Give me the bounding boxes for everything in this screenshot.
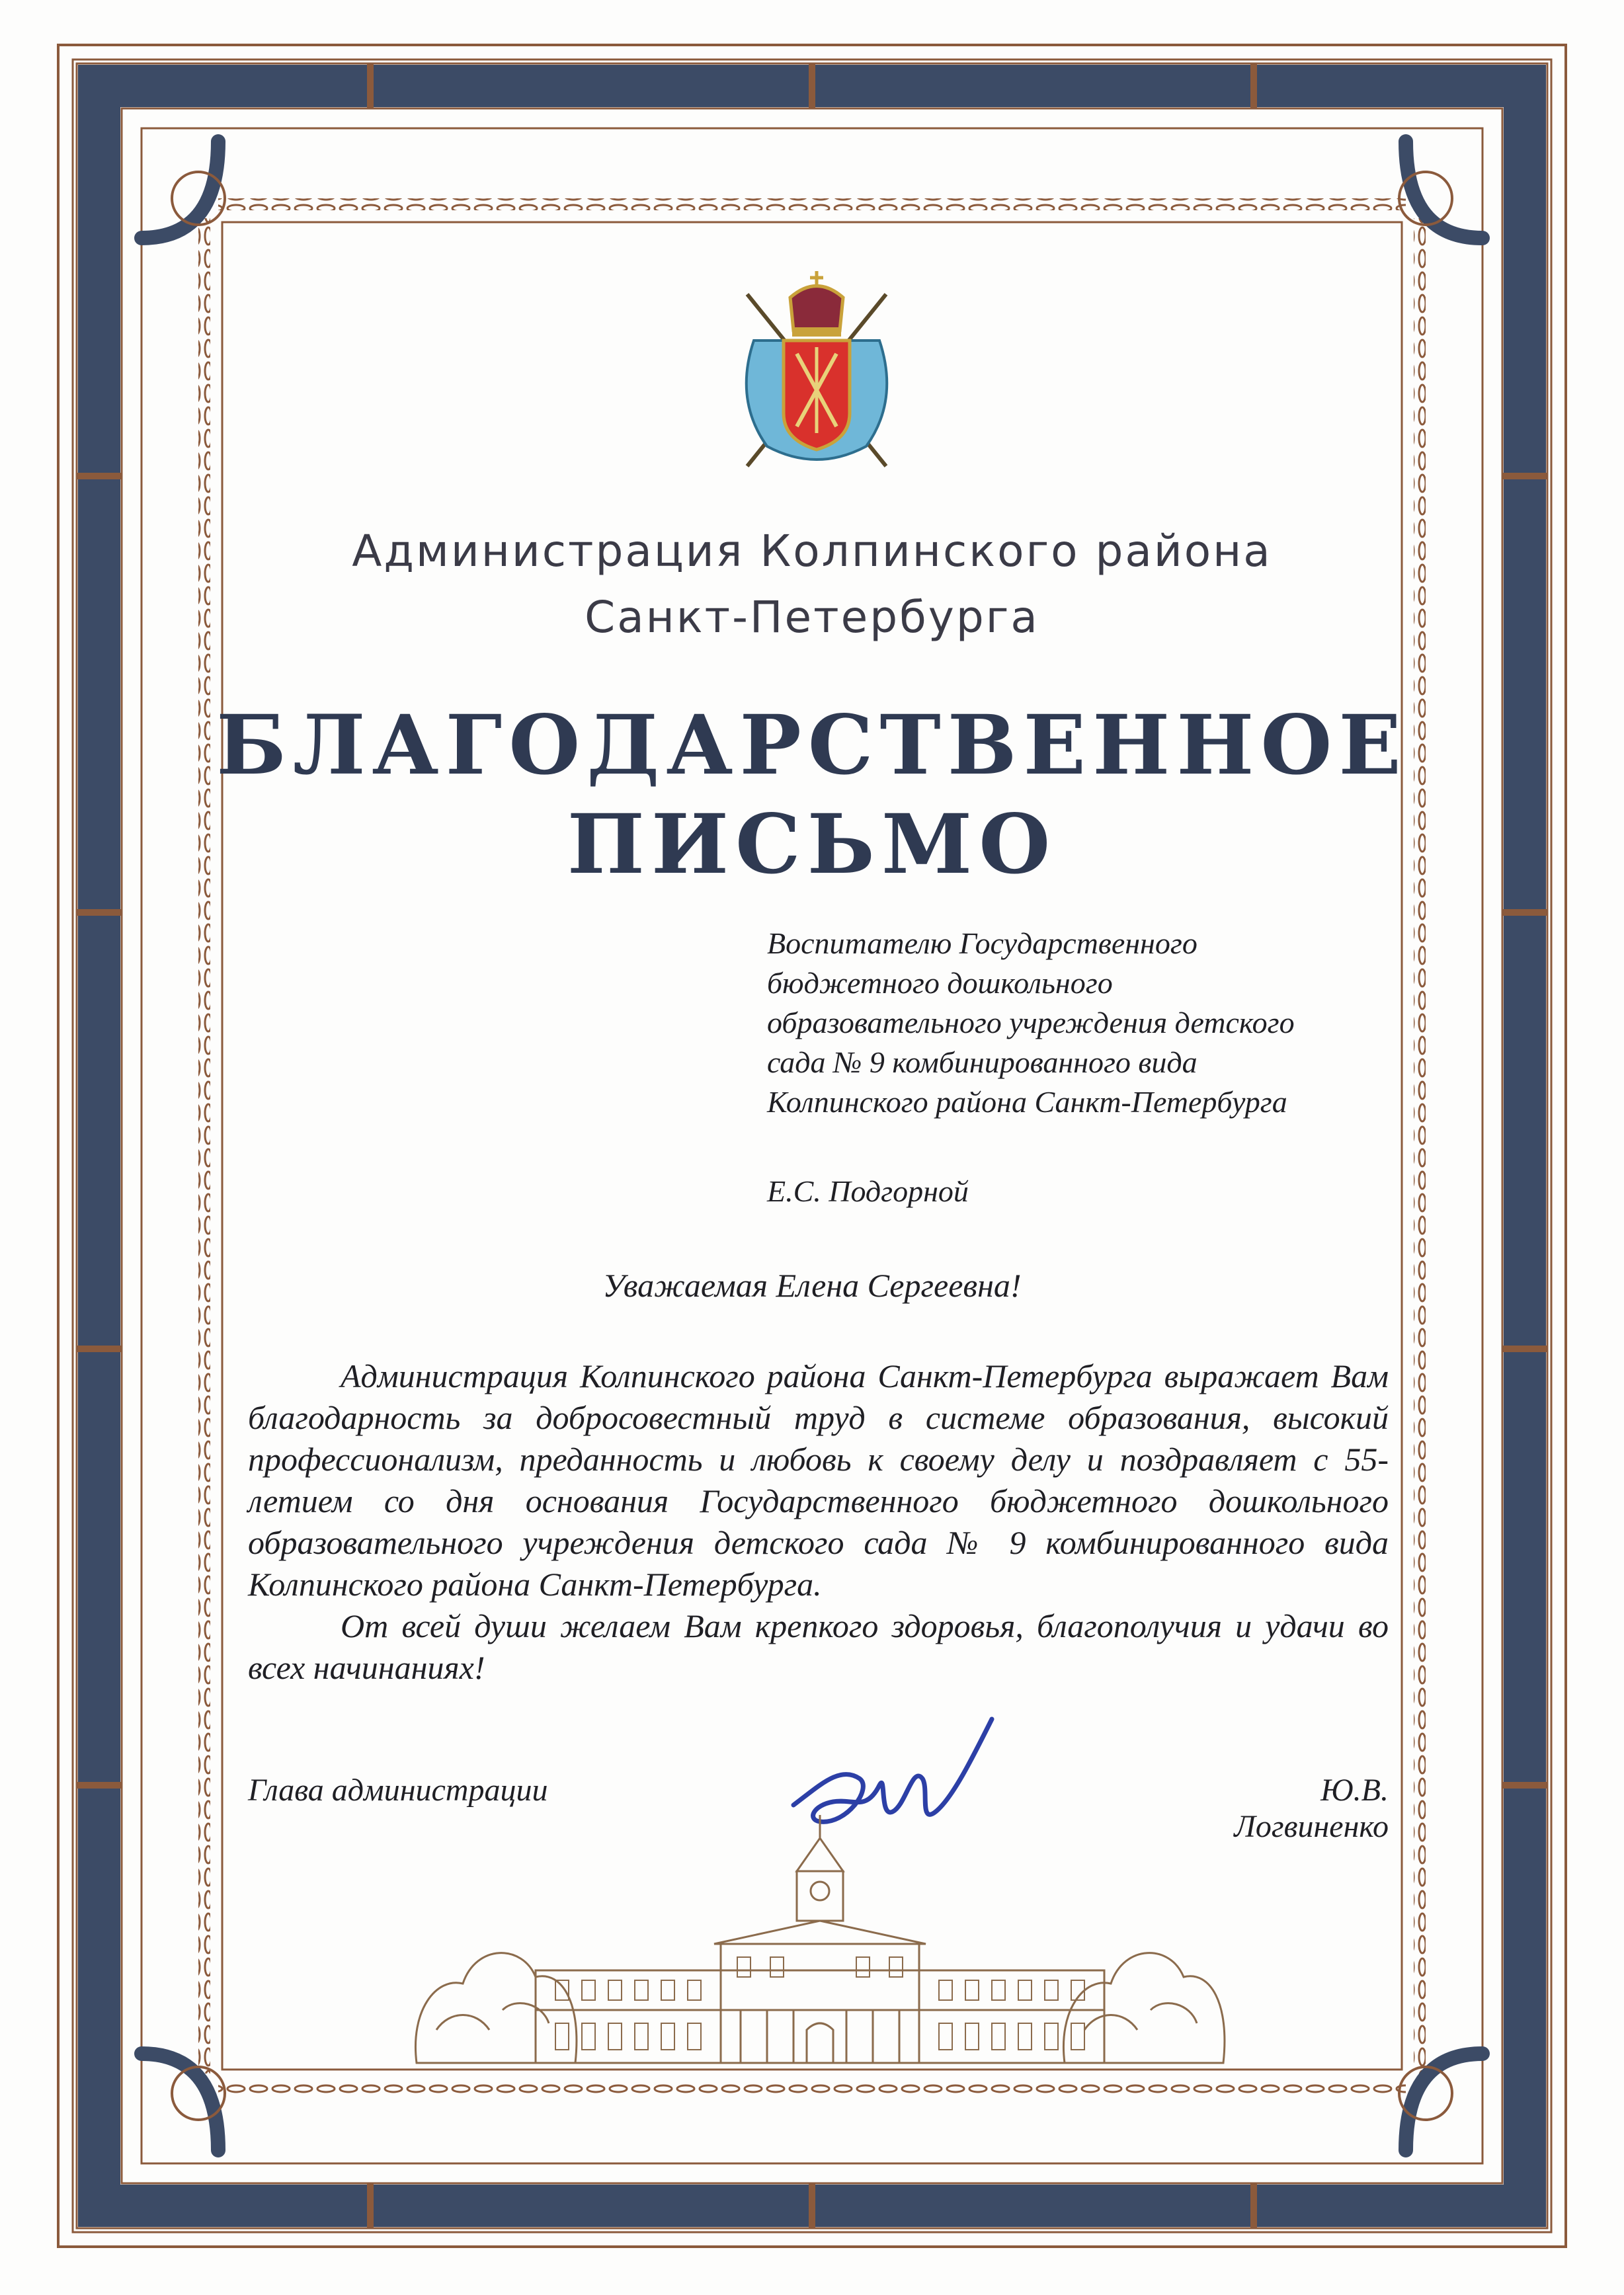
document-title-line-2: ПИСЬМО <box>567 797 1057 893</box>
greeting: Уважаемая Елена Сергеевна! <box>602 1267 1022 1304</box>
recipient-line: Колпинского района Санкт-Петербурга <box>767 1085 1287 1119</box>
header-line-1: Администрация Колпинского района <box>352 526 1272 577</box>
signatory-name: Ю.В. Логвиненко <box>1234 1773 1389 1844</box>
document-title-line-1: БЛАГОДАРСТВЕННОЕ <box>216 698 1408 793</box>
signatory-position: Глава администрации <box>248 1773 548 1808</box>
header-line-2: Санкт-Петербурга <box>585 592 1039 643</box>
body-paragraph-2: От всей души желаем Вам крепкого здоровья, благополучия и удачи во всех начинаниях! <box>248 1607 1389 1686</box>
administration-building-illustration <box>410 1812 1230 2070</box>
recipient-line: бюджетного дошкольного <box>767 966 1113 1000</box>
letter-body <box>248 1355 1389 1689</box>
st-petersburg-coat-of-arms-icon <box>727 268 906 479</box>
body-paragraph-1: Администрация Колпинского района Санкт-Петербурга выражает Вам благодарность за добросовестный труд в системе образования, высокий профессионализм, преданность и любовь к своему делу и поздравляет с 55-летием со дня основания Государственного бюджетного дошкольного образовательного учреждения детского сада № 9 комбинированного вида Колпинского района Санкт-Петербурга. <box>248 1357 1389 1603</box>
recipient-name: Е.С. Подгорной <box>767 1174 969 1208</box>
recipient-line: Воспитателю Государственного <box>767 926 1198 960</box>
recipient-line: сада № 9 комбинированного вида <box>767 1045 1198 1079</box>
recipient-line: образовательного учреждения детского <box>767 1006 1295 1039</box>
